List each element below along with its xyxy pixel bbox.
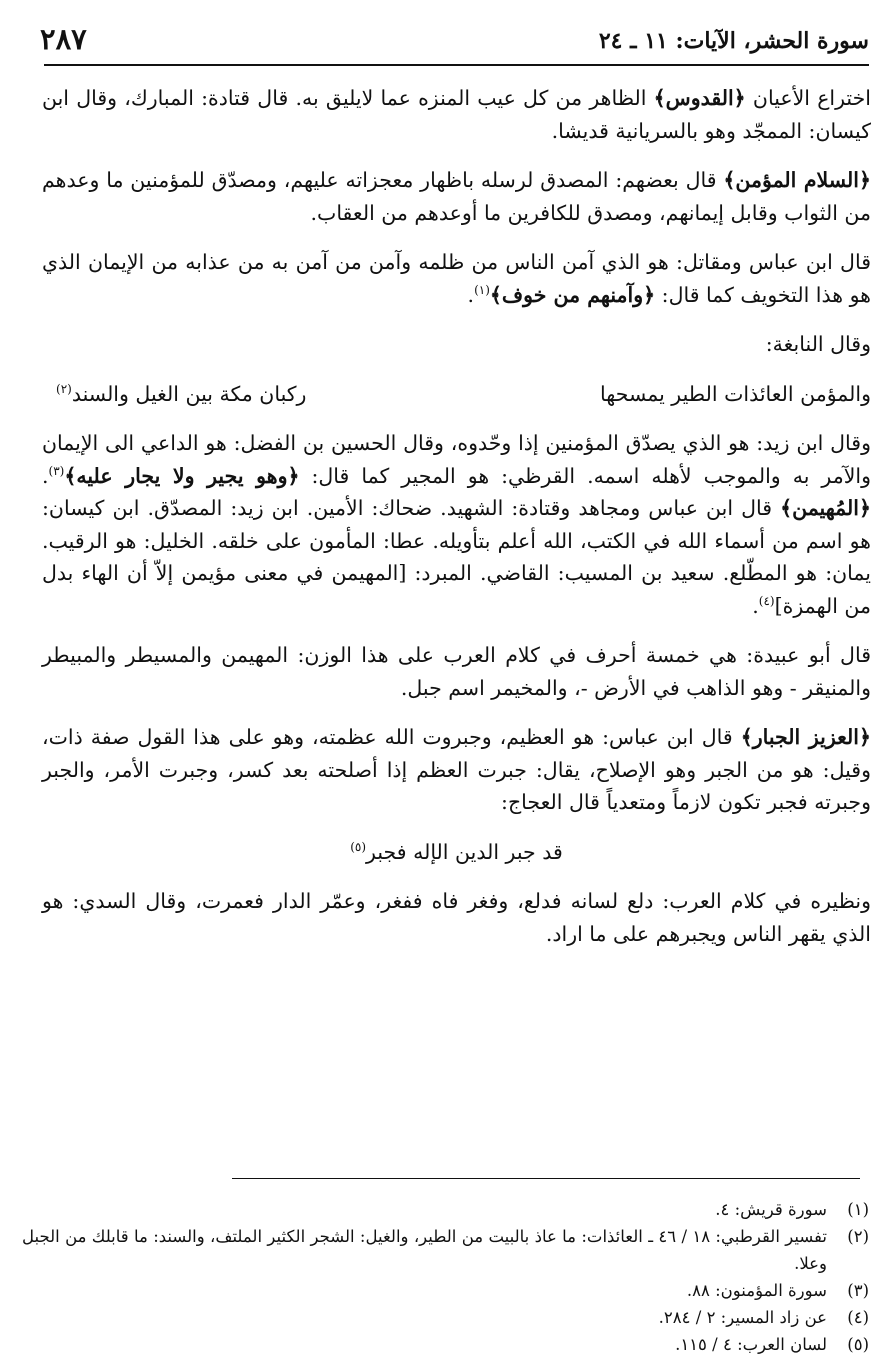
footnote-ref-2[interactable]: (٢) bbox=[56, 381, 72, 396]
footnote-4 bbox=[22, 1304, 869, 1331]
verse-hemistich-right: والمؤمن العائذات الطير يمسحها bbox=[600, 381, 871, 406]
footnote-2 bbox=[22, 1223, 869, 1277]
footnote-ref-1[interactable]: (١) bbox=[474, 282, 490, 297]
text-run: قال ابن عباس: هو العظيم، وجبروت الله عظمته، وهو على هذا القول صفة ذات، وقيل: هو من الجبر وهو الإصلاح، يقال: جبرت العظم إذا أصلحته بعد كسر، وجبرت الأمر، والجبر وجبرته فجبر تكون لازماً ومتعدياً قال العجاج: bbox=[42, 725, 871, 814]
text-run: قال أبو عبيدة: هي خمسة أحرف في كلام العرب على هذا الوزن: المهيمن والمسيطر والمبيطر والمنيقر - وهو الذاهب في الأرض -، والمخيمر اسم جبل. bbox=[42, 643, 871, 700]
quran-term-quddus: ﴿القدوس﴾ bbox=[653, 86, 746, 110]
paragraph-1 bbox=[42, 82, 871, 147]
quran-quote: ﴿وهو يجير ولا يجار عليه﴾ bbox=[64, 463, 300, 488]
quran-quote: ﴿وآمنهم من خوف﴾ bbox=[489, 282, 656, 307]
text-run: . bbox=[752, 593, 759, 618]
footnote-ref-5[interactable]: (٥) bbox=[350, 839, 367, 854]
quran-term-muhaymin: ﴿المُهيمن﴾ bbox=[780, 496, 871, 520]
paragraph-2 bbox=[42, 164, 871, 229]
footnote-number: (٤) bbox=[847, 1308, 869, 1327]
text-run: قال ابن عباس ومقاتل: هو الذي آمن الناس من ظلمه وآمن من آمن به من عذابه من الإيمان الذي هو هذا التخويف كما قال: bbox=[42, 250, 871, 307]
text-run: ونظيره في كلام العرب: دلع لسانه فدلع، وفغر فاه ففغر، وعمّر الدار فعمرت، وقال السدي: هو الذي يقهر الناس ويجبرهم على ما اراد. bbox=[42, 889, 871, 946]
footnote-number: (٥) bbox=[847, 1335, 869, 1354]
footnote-3 bbox=[22, 1277, 869, 1304]
quran-term-aziz-jabbar: ﴿العزيز الجبار﴾ bbox=[740, 725, 872, 749]
footnote-ref-3[interactable]: (٣) bbox=[48, 463, 65, 478]
page-number: ٢٨٧ bbox=[40, 22, 87, 56]
paragraph-7 bbox=[42, 721, 871, 819]
footnote-text: سورة قريش: ٤. bbox=[715, 1200, 827, 1219]
footnote-text: تفسير القرطبي: ١٨ / ٤٦ ـ العائذات: ما عاذ بالبيت من الطير، والغيل: الشجر الكثير الملتف، والسند: ما قابلك من الجبل وعلا. bbox=[22, 1227, 827, 1273]
footnote-text: لسان العرب: ٤ / ١١٥. bbox=[675, 1335, 827, 1354]
footnote-number: (١) bbox=[847, 1200, 869, 1219]
text-run: وقال ابن زيد: هو الذي يصدّق المؤمنين إذا وحّدوه، وقال الحسين بن الفضل: هو الداعي الى الإيمان والآمر به والموجب لأهله اسمه. القرظي: هو المجير كما قال: bbox=[42, 431, 871, 488]
footnotes bbox=[22, 1196, 869, 1358]
text-run: . bbox=[467, 282, 475, 307]
verse-hemistich-left bbox=[56, 378, 306, 411]
quran-term-salam-mumin: ﴿السلام المؤمن﴾ bbox=[723, 168, 871, 192]
text-run: قال بعضهم: المصدق لرسله باظهار معجزاته عليهم، ومصدّق للمؤمنين ما وعدهم من الثواب وقابل إيمانهم، ومصدق للكافرين ما أوعدهم من العقاب. bbox=[42, 168, 871, 225]
header-rule bbox=[44, 64, 869, 66]
text-run: الظاهر من كل عيب المنزه عما لايليق به. قال قتادة: المبارك، وقال ابن كيسان: الممجّد وهو بالسريانية قديشا. bbox=[42, 86, 871, 143]
footnote-1 bbox=[22, 1196, 869, 1223]
text-run: . bbox=[42, 463, 49, 488]
text-run: قال ابن عباس ومجاهد وقتادة: الشهيد. ضحاك: الأمين. ابن زيد: المصدّق. ابن كيسان: هو اسم من أسماء الله في الكتب، الله أعلم بتأويله. عطا: المأمون على خلقه. الخليل: هو الرقيب. يمان: هو المطّلع. سعيد بن المسيب: القاضي. المبرد: [المهيمن في معنى مؤيمن إلاّ أن الهاء بدل من الهمزة] bbox=[42, 496, 871, 618]
running-title: سورة الحشر، الآيات: ١١ ـ ٢٤ bbox=[598, 28, 869, 54]
text-run: اختراع الأعيان bbox=[745, 86, 871, 110]
verse-text: ركبان مكة بين الغيل والسند bbox=[71, 381, 307, 406]
footnote-rule bbox=[232, 1178, 860, 1179]
footnote-number: (٢) bbox=[847, 1227, 869, 1246]
footnote-number: (٣) bbox=[847, 1281, 869, 1300]
footnote-text: عن زاد المسير: ٢ / ٢٨٤. bbox=[658, 1308, 827, 1327]
paragraph-5 bbox=[42, 427, 871, 622]
page-header bbox=[40, 22, 869, 56]
footnote-text: سورة المؤمنون: ٨٨. bbox=[686, 1281, 827, 1300]
poem-verse-2 bbox=[42, 836, 871, 869]
text-run: وقال النابغة: bbox=[765, 332, 871, 356]
verse-text: قد جبر الدين الإله فجبر bbox=[366, 839, 563, 864]
footnote-ref-4[interactable]: (٤) bbox=[758, 593, 775, 608]
paragraph-6 bbox=[42, 639, 871, 704]
footnote-5 bbox=[22, 1331, 869, 1358]
paragraph-4 bbox=[42, 328, 871, 361]
paragraph-8 bbox=[42, 885, 871, 950]
poem-verse-1 bbox=[42, 378, 871, 411]
main-text bbox=[42, 82, 871, 967]
paragraph-3 bbox=[42, 246, 871, 311]
